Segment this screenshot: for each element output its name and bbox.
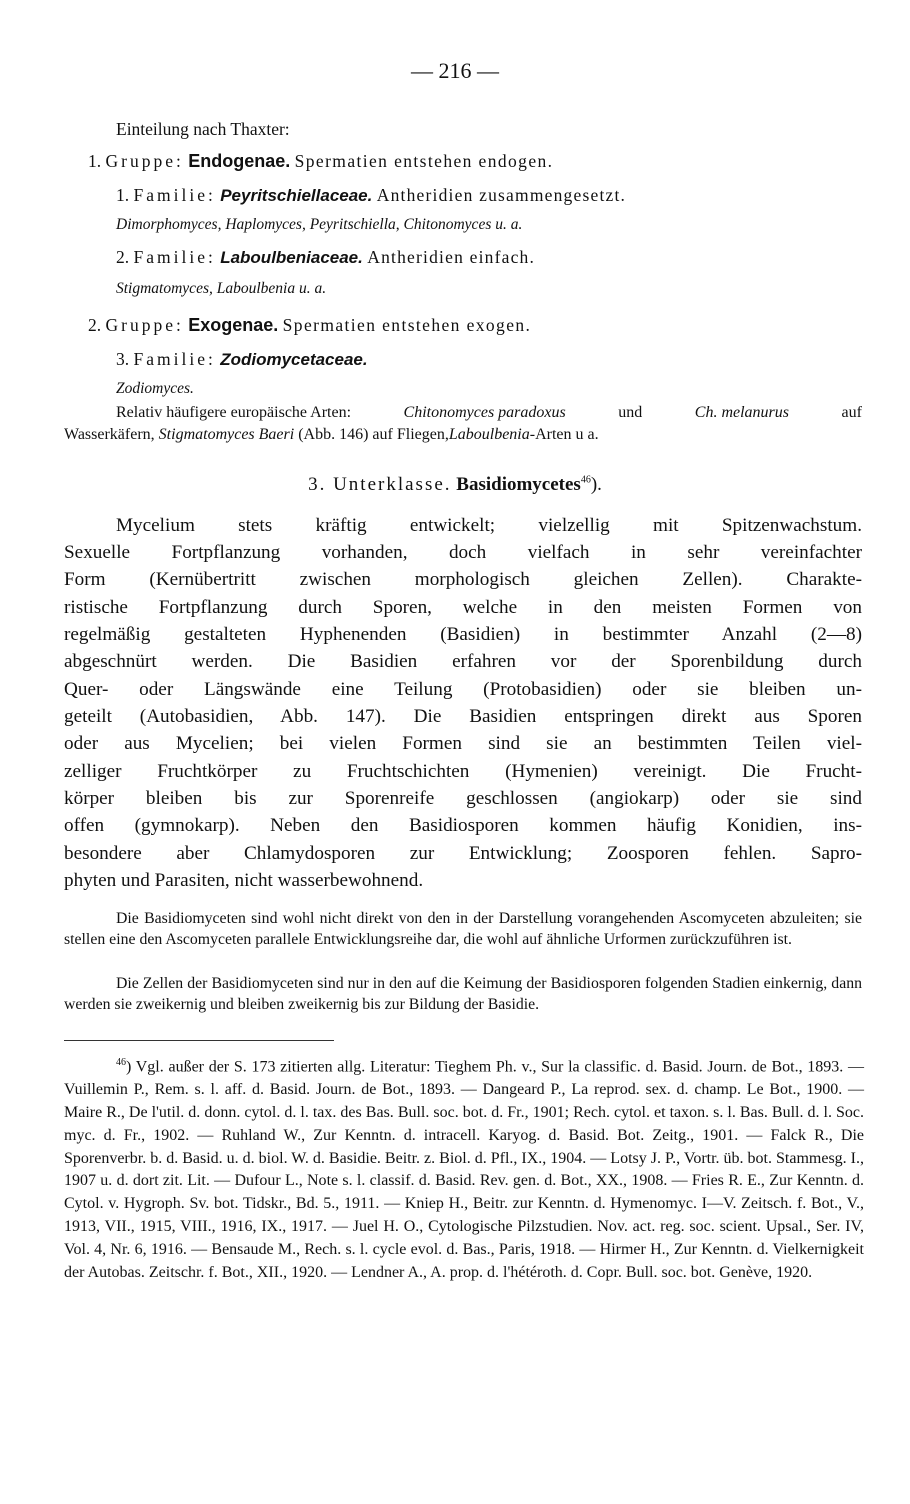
common-species-end: -Arten u a. [529,426,599,443]
small-print-paragraph-1: Die Basidiomyceten sind wohl nicht direkt von den in der Darstellung vorangehenden Ascomyceten abzuleiten; sie stellen eine den Ascomyceten parallele Entwicklungsreihe dar, die wohl auf ähnliche Urformen zurückzuführen ist. [64,910,862,949]
genus-laboulbenia: Laboulbenia [448,426,530,443]
main-paragraph-line: körper bleiben bis zur Sporenreife geschlossen (angiokarp) oder sie sind [64,788,862,809]
small-print-paragraph-2: Die Zellen der Basidiomyceten sind nur in den auf die Keimung der Basidiosporen folgenden Stadien einkernig, dann werden sie zweikernig und bleiben zweikernig bis zur Bildung der Basidie. [64,975,862,1014]
family-1-genera: Dimorphomyces, Haplomyces, Peyritschiella, Chitonomyces u. a. [116,216,523,233]
host-fliegen: (Abb. 146) auf Fliegen, [298,426,449,443]
family-3-line [116,348,368,371]
family-2-genera: Stigmatomyces, Laboulbenia u. a. [116,280,327,297]
subclass-prefix: 3. Unterklasse. [308,474,452,495]
group-1-line [88,150,553,172]
footnote-marker: 46 [116,1057,126,1068]
subclass-heading [0,474,910,496]
preposition-auf: auf [841,404,862,421]
family-2-number: 2. [116,247,130,267]
family-1-name: Peyritschiellaceae. [220,186,373,205]
group-2-name: Exogenae. [188,315,279,335]
main-paragraph-line: Sexuelle Fortpflanzung vorhanden, doch vielfach in sehr vereinfachter [64,542,862,563]
conjunction-und: und [618,404,643,421]
family-2-name: Laboulbeniaceae. [220,248,363,267]
group-1-label: Gruppe: [105,151,184,171]
subclass-name: Basidiomycetes [456,474,581,495]
family-3-genera: Zodiomyces. [116,380,194,397]
main-paragraph-line: besondere aber Chlamydosporen zur Entwicklung; Zoosporen fehlen. Sapro- [64,843,862,864]
family-2-label: Familie: [133,247,216,267]
group-1-description: Spermatien entstehen endogen. [294,151,554,171]
main-paragraph-line: oder aus Mycelien; bei vielen Formen sind sie an bestimmten Teilen viel- [64,733,862,754]
group-2-number: 2. [88,315,102,335]
host-wasserkaefern: Wasserkäfern, [64,426,155,443]
main-paragraph-line: regelmäßig gestalteten Hyphenenden (Basidien) in bestimmter Anzahl (2—8) [64,624,862,645]
group-1-number: 1. [88,151,102,171]
family-1-line [116,184,626,207]
family-1-description: Antheridien zusammengesetzt. [376,185,627,205]
main-paragraph-line: geteilt (Autobasidien, Abb. 147). Die Basidien entspringen direkt aus Sporen [64,706,862,727]
footnote-separator [64,1040,334,1041]
family-3-number: 3. [116,349,130,369]
family-3-name: Zodiomycetaceae. [220,350,368,369]
species-chitonomyces-paradoxus: Chitonomyces paradoxus [403,404,566,421]
main-paragraph-line: Form (Kernübertritt zwischen morphologisch gleichen Zellen). Charakte- [64,569,862,590]
main-paragraph-line: zelliger Fruchtkörper zu Fruchtschichten (Hymenien) vereinigt. Die Frucht- [64,761,862,782]
family-1-number: 1. [116,185,130,205]
main-paragraph-line: Quer- oder Längswände eine Teilung (Protobasidien) oder sie bleiben un- [64,679,862,700]
footnote-text: ) Vgl. außer der S. 173 zitierten allg. Literatur: Tieghem Ph. v., Sur la classific. d. Basid. Journ. de Bot., 1893. — Vuillemin P., Rem. s. l. aff. d. Basid. Journ. de Bot., 1893. — Dangeard P., La reprod. sex. d. champ. Le Bot., 1900. — Maire R., De l'util. d. donn. cytol. d. l. tax. des Bas. Bull. soc. bot. d. Fr., 1901; Rech. cytol. et taxon. s. l. Bas. Bull. d. l. Soc. myc. d. Fr., 1902. — Ruhland W., Zur Kenntn. d. intracell. Karyog. d. Basid. Bot. Zeitg., 1901. — Falck R., Die Sporenverbr. b. d. Basid. u. d. biol. W. d. Basidie. Beitr. z. Biol. d. Pfl., IX., 1904. — Lotsy J. P., Vortr. üb. bot. Stammesg. I., 1907 u. d. dort zit. Lit. — Dufour L., Note s. l. classif. d. Basid. Rev. gen. d. Bot., XX., 1908. — Fries R. E., Zur Kenntn. d. Cytol. v. Hygroph. Sv. bot. Tidskr., Bd. 5., 1911. — Kniep H., Beitr. zur Kenntn. d. Hymenomyc. I—V. Zeitsch. f. Bot., V., 1913, VII., 1915, VIII., 1916, IX., 1917. — Juel H. O., Cytologische Pilzstudien. Nov. act. reg. soc. scient. Upsal., Ser. IV, Vol. 4, Nr. 6, 1916. — Bensaude M., Rech. s. l. cycle evol. d. Bas., Paris, 1918. — Hirmer H., Zur Kenntn. d. Vielkernigkeit der Autobas. Zeitschr. f. Bot., XII., 1920. — Lendner A., A. prop. d. l'hétéroth. d. Copr. Bull. soc. bot. Genève, 1920. [64,1058,864,1281]
subclass-footnote-ref: 46 [580,474,591,486]
family-3-label: Familie: [133,349,216,369]
main-paragraph-line: ristische Fortpflanzung durch Sporen, welche in den meisten Formen von [64,597,862,618]
main-paragraph-line: Mycelium stets kräftig entwickelt; vielzellig mit Spitzenwachstum. [116,515,862,536]
classification-intro: Einteilung nach Thaxter: [116,119,290,139]
footnote-46 [64,1052,864,1284]
common-species-line-2 [64,424,599,446]
family-1-label: Familie: [133,185,216,205]
common-species-line-1 [116,402,862,424]
page-number: — 216 — [411,58,499,83]
group-2-label: Gruppe: [105,315,184,335]
group-2-line [88,314,531,336]
group-2-description: Spermatien entstehen exogen. [282,315,532,335]
family-2-line [116,246,535,269]
family-2-description: Antheridien einfach. [367,247,536,267]
group-1-name: Endogenae. [188,151,291,171]
species-ch-melanurus: Ch. melanurus [694,404,789,421]
subclass-suffix: ). [590,474,602,495]
main-paragraph-line: phyten und Parasiten, nicht wasserbewohnend. [64,870,424,891]
main-paragraph-line: abgeschnürt werden. Die Basidien erfahren vor der Sporenbildung durch [64,651,862,672]
species-stigmatomyces-baeri: Stigmatomyces Baeri [158,426,295,443]
common-species-intro: Relativ häufigere europäische Arten: [116,404,352,421]
main-paragraph-line: offen (gymnokarp). Neben den Basidiosporen kommen häufig Konidien, ins- [64,815,862,836]
